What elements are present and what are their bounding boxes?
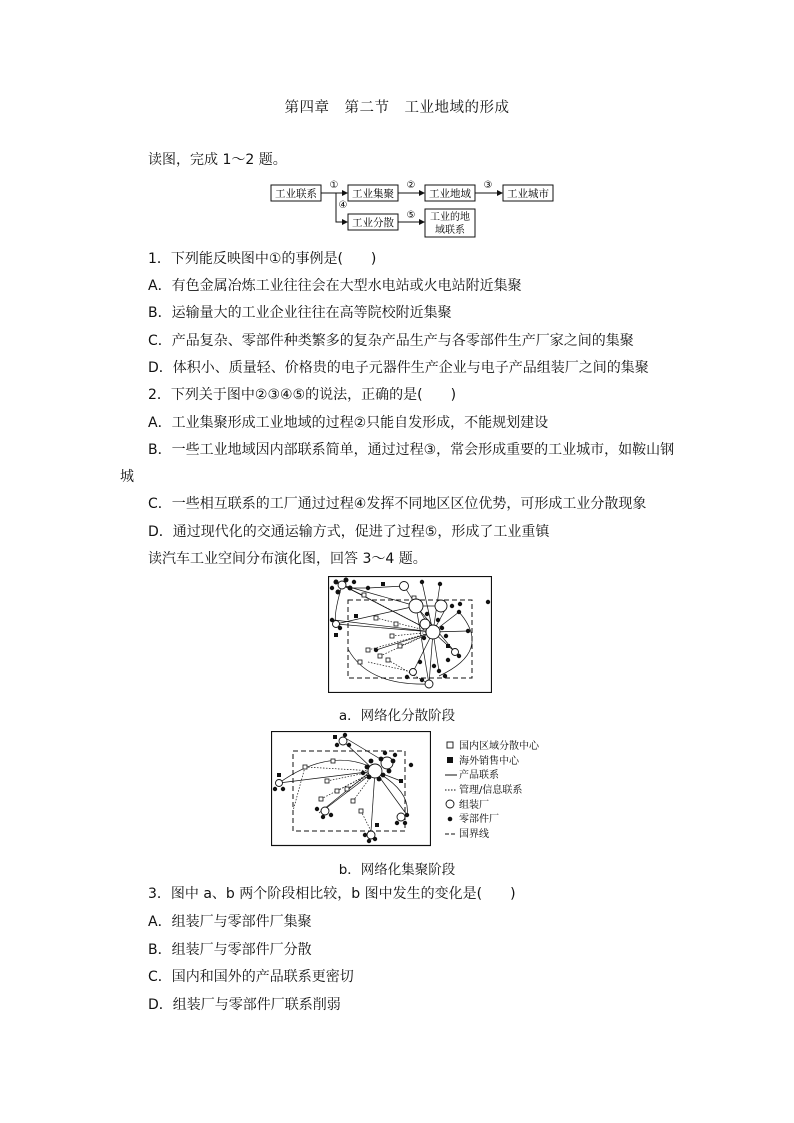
legend-label: 组装厂 xyxy=(459,800,489,811)
figure-a-network-dispersion xyxy=(328,576,492,693)
q1-stem: 1．下列能反映图中①的事例是( ) xyxy=(148,251,377,267)
legend-label: 国界线 xyxy=(459,829,489,840)
domestic-center-icon xyxy=(447,742,453,748)
overseas-center-icon xyxy=(447,757,453,763)
figure-b-caption: b．网络化集聚阶段 xyxy=(338,862,456,878)
flow-node-label: 工业联系 xyxy=(275,188,317,200)
flow-label-2: ② xyxy=(406,180,416,191)
q2-stem: 2．下列关于图中②③④⑤的说法，正确的是( ) xyxy=(148,387,457,403)
q3-stem: 3．图中 a、b 两个阶段相比较，b 图中发生的变化是( ) xyxy=(148,886,516,902)
parts-plant-icon xyxy=(448,817,453,822)
flow-node-label: 工业城市 xyxy=(507,188,549,200)
flow-label-4: ④ xyxy=(338,200,348,211)
flow-label-3: ③ xyxy=(483,180,493,191)
q1-option-c: C．产品复杂、零部件种类繁多的复杂产品生产与各零部件生产厂家之间的集聚 xyxy=(148,333,634,349)
q2-option-b-line2: 城 xyxy=(120,469,134,485)
q2-option-c: C．一些相互联系的工厂通过过程④发挥不同地区区位优势，可形成工业分散现象 xyxy=(148,496,647,512)
legend-label: 产品联系 xyxy=(459,770,499,781)
q3-option-a: A．组装厂与零部件厂集聚 xyxy=(148,914,312,930)
q2-option-d: D．通过现代化的交通运输方式，促进了过程⑤，形成了工业重镇 xyxy=(148,524,550,540)
flow-node-label: 工业集聚 xyxy=(352,188,394,200)
figure-b-network-agglomeration xyxy=(271,731,431,847)
legend-label: 海外销售中心 xyxy=(459,756,519,767)
figure-a-caption: a．网络化分散阶段 xyxy=(338,708,456,724)
legend-label: 零部件厂 xyxy=(459,814,499,825)
intro-text-1: 读图，完成 1～2 题。 xyxy=(148,152,287,168)
page-title: 第四章 第二节 工业地域的形成 xyxy=(284,100,510,116)
legend-svg xyxy=(445,740,565,844)
q3-option-b: B．组装厂与零部件厂分散 xyxy=(148,942,312,958)
flow-node-label: 工业分散 xyxy=(352,217,394,229)
assembly-plant-icon xyxy=(446,800,454,808)
legend-label: 国内区域分散中心 xyxy=(459,741,539,752)
q2-option-b-line1: B．一些工业地域因内部联系简单，通过过程③，常会形成重要的工业城市，如鞍山钢 xyxy=(148,442,675,458)
q3-option-c: C．国内和国外的产品联系更密切 xyxy=(148,969,354,985)
q1-option-a: A．有色金属冶炼工业往往会在大型水电站或火电站附近集聚 xyxy=(148,278,522,294)
flow-label-1: ① xyxy=(329,180,339,191)
flow-node-label: 工业地域 xyxy=(429,188,471,200)
intro-text-2: 读汽车工业空间分布演化图，回答 3～4 题。 xyxy=(148,551,427,567)
q1-option-b: B．运输量大的工业企业往往在高等院校附近集聚 xyxy=(148,305,452,321)
figure-b-legend xyxy=(445,740,565,848)
legend-label: 管理/信息联系 xyxy=(459,785,523,796)
q1-option-d: D．体积小、质量轻、价格贵的电子元器件生产企业与电子产品组装厂之间的集聚 xyxy=(148,360,649,376)
q2-option-a: A．工业集聚形成工业地域的过程②只能自发形成，不能规划建设 xyxy=(148,415,549,431)
flow-node-label: 域联系 xyxy=(435,225,465,236)
q3-option-d: D．组装厂与零部件厂联系削弱 xyxy=(148,997,341,1013)
flow-diagram xyxy=(266,178,556,240)
flow-node-label: 工业的地 xyxy=(430,212,470,223)
flow-label-5: ⑤ xyxy=(406,210,416,221)
